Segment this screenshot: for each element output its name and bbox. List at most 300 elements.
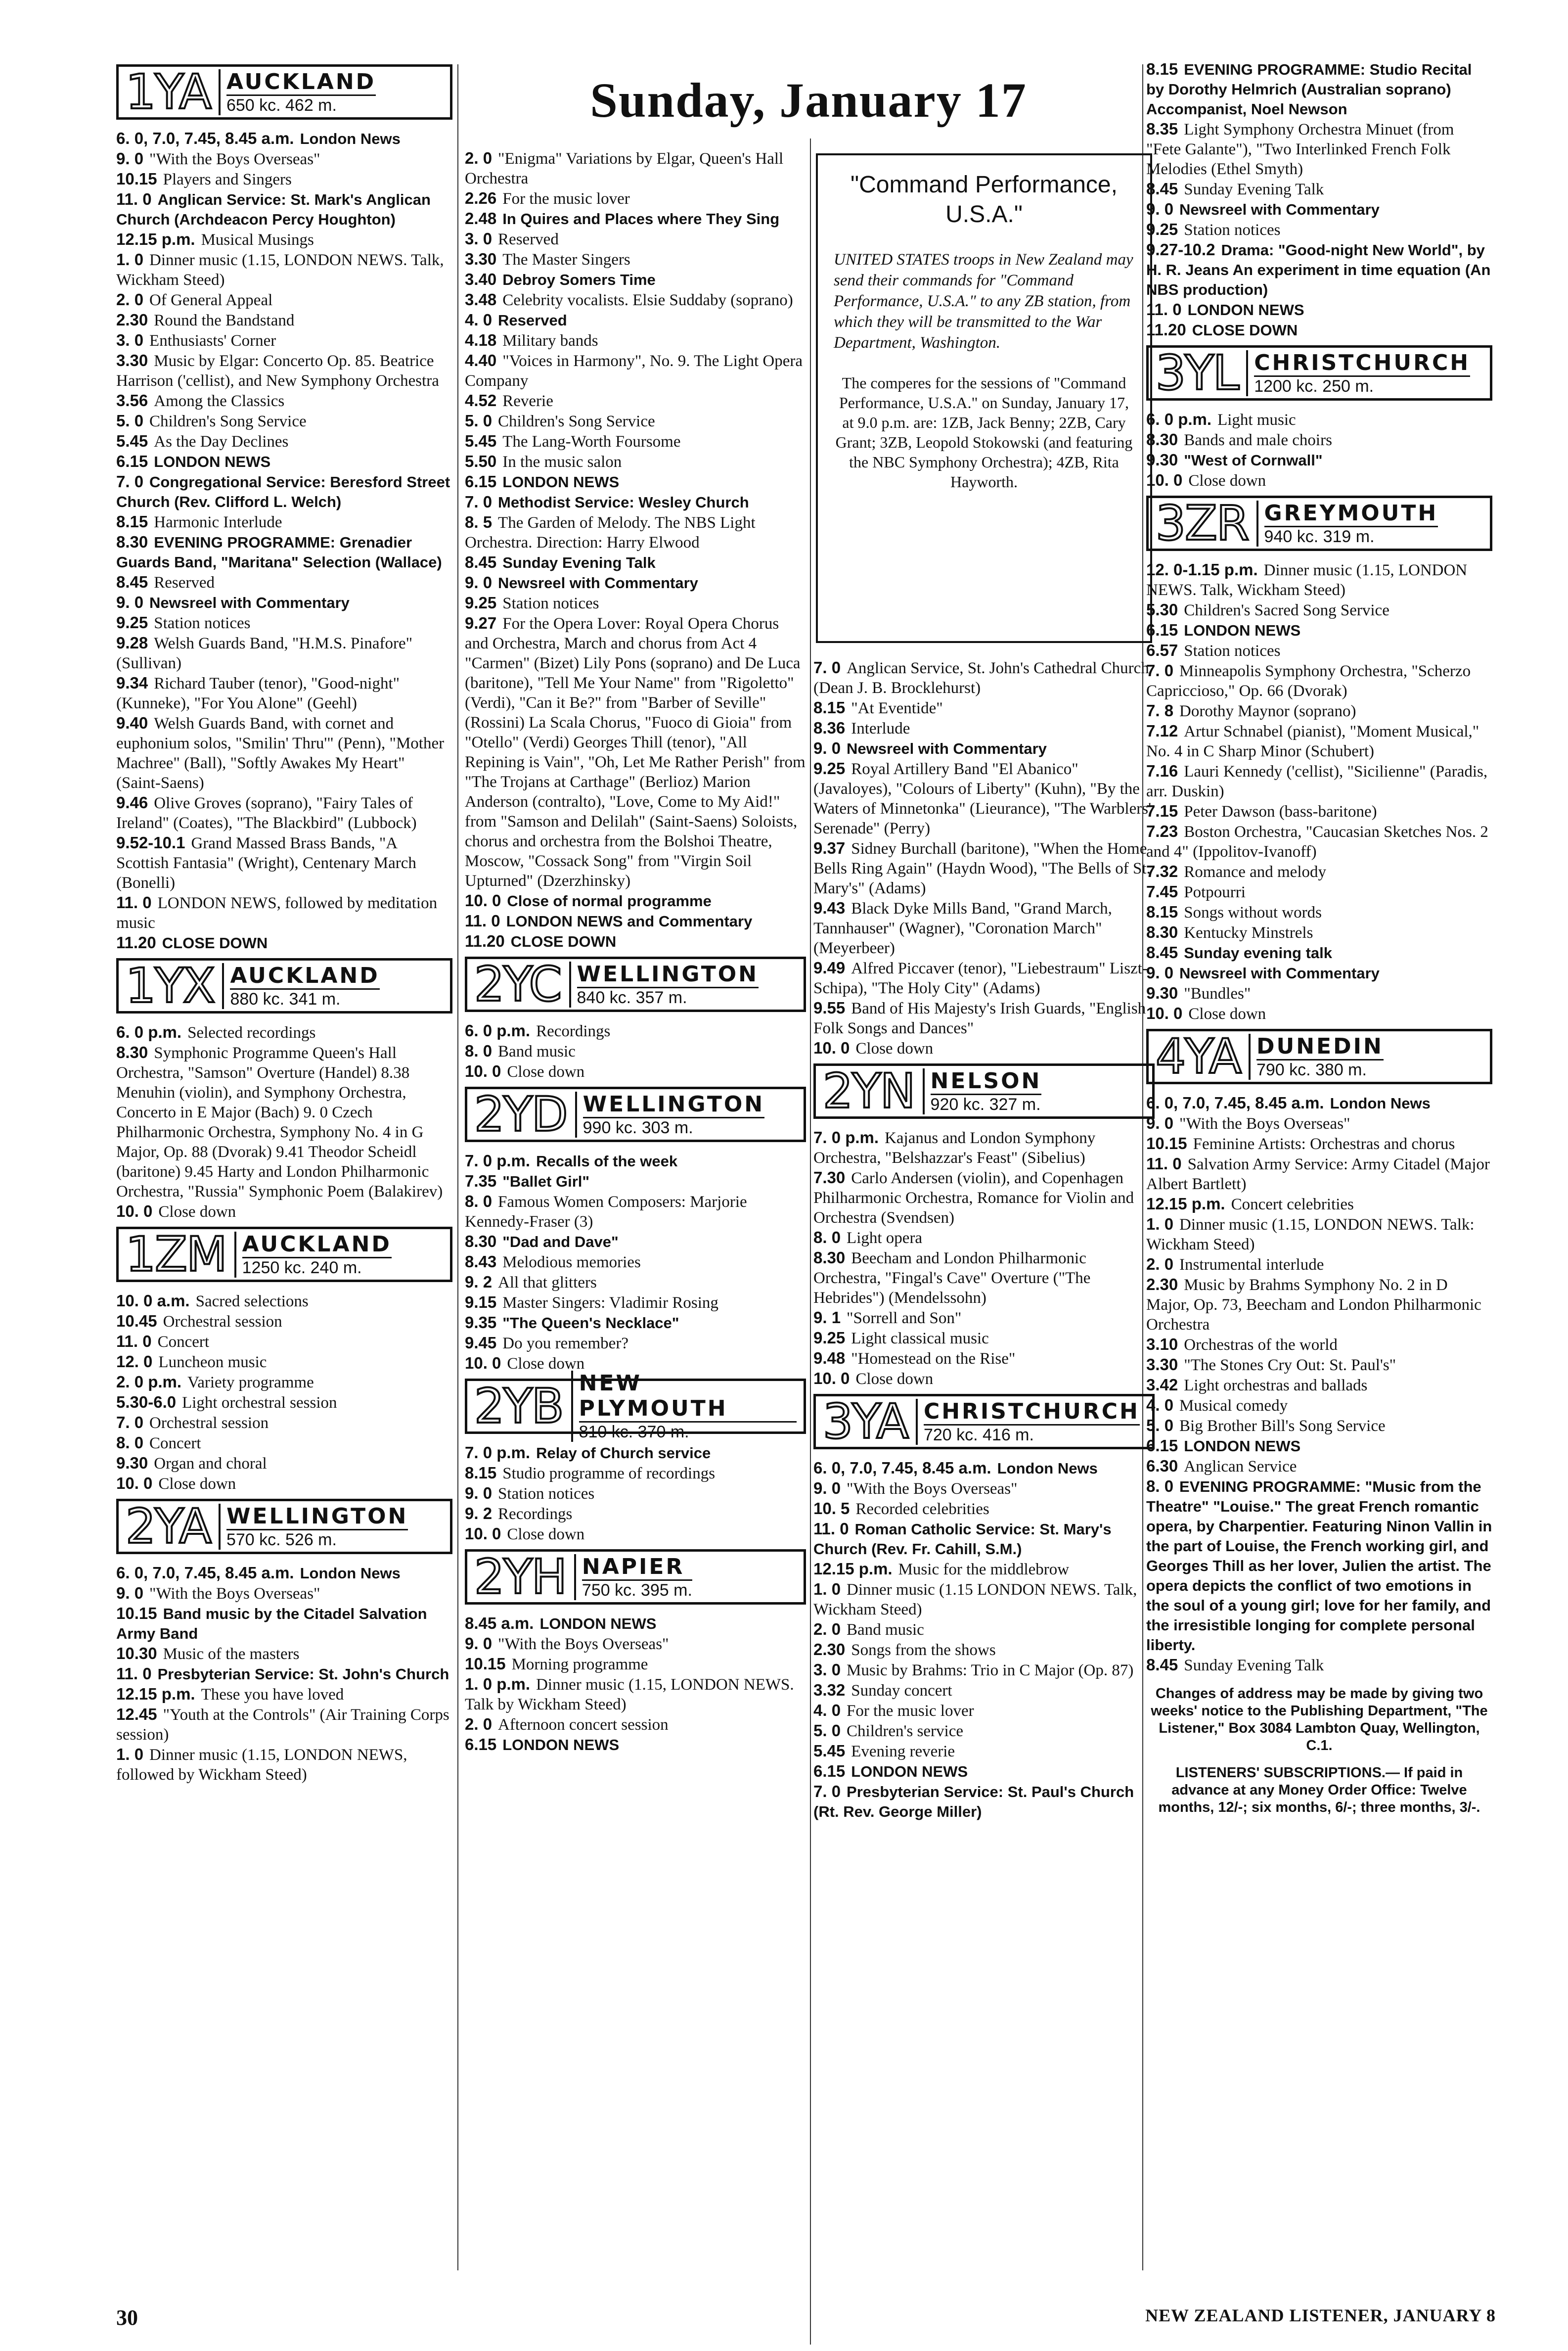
programme-time: 4. 0 — [813, 1701, 841, 1719]
programme-title: Black Dyke Mills Band, "Grand March, Tannhauser" (Wagner), "Coronation March" (Meyerbeer) — [813, 900, 1112, 957]
station-frequency: 810 kc. 370 m. — [579, 1423, 689, 1441]
programme-title: Songs from the shows — [851, 1641, 996, 1659]
programme-item — [1146, 943, 1492, 963]
programme-item — [116, 149, 452, 169]
programme-time: 7. 8 — [1146, 701, 1174, 720]
programme-time: 6.30 — [1146, 1457, 1178, 1475]
programme-time: 5.50 — [465, 452, 497, 470]
programme-time: 9.27 — [465, 614, 497, 632]
station-call-sign: 2YH — [474, 1549, 566, 1605]
station-frequency: 920 kc. 327 m. — [930, 1095, 1041, 1114]
programme-item — [465, 411, 806, 431]
programme-time: 11. 0 — [116, 1664, 152, 1683]
programme-time: 7. 0 — [465, 493, 493, 511]
programme-title: Children's service — [847, 1722, 964, 1740]
programme-title: Light opera — [847, 1229, 923, 1247]
programme-title: These you have loved — [201, 1686, 344, 1704]
programme-time: 2.30 — [116, 311, 148, 329]
programme-title: Sacred selections — [195, 1292, 309, 1310]
station-frequency: 570 kc. 526 m. — [226, 1530, 337, 1549]
programme-item — [465, 1443, 806, 1463]
programme-list — [1146, 1093, 1492, 1675]
station-call-sign: 2YC — [474, 957, 561, 1012]
station-header-3ya — [813, 1394, 1155, 1449]
programme-title: London News — [1330, 1095, 1431, 1112]
programme-time: 6.57 — [1146, 641, 1178, 659]
programme-time: 10. 0 — [1146, 471, 1183, 489]
programme-item — [1146, 761, 1492, 801]
programme-item — [465, 1654, 806, 1674]
programme-title: LONDON NEWS — [1187, 301, 1304, 319]
programme-time: 10.15 — [116, 170, 157, 188]
programme-item — [465, 931, 806, 952]
programme-time: 6.15 — [1146, 1436, 1178, 1455]
programme-item — [1146, 1093, 1492, 1113]
programme-time: 11. 0 — [465, 912, 500, 930]
programme-item — [813, 1168, 1155, 1228]
programme-title: London News — [997, 1460, 1098, 1477]
programme-item — [116, 512, 452, 532]
programme-time: 3.32 — [813, 1681, 846, 1699]
programme-time: 5.45 — [813, 1742, 846, 1760]
programme-item — [116, 189, 452, 230]
programme-item — [1146, 1194, 1492, 1214]
programme-title: Close down — [158, 1203, 236, 1221]
programme-item — [465, 512, 806, 553]
column-4 — [1146, 59, 1492, 1816]
programme-time: 3.30 — [116, 351, 148, 369]
station-frequency: 1250 kc. 240 m. — [242, 1258, 362, 1277]
programme-title: Children's Song Service — [498, 413, 655, 430]
programme-item — [813, 1559, 1155, 1579]
programme-time: 10.45 — [116, 1312, 157, 1330]
programme-item — [116, 1745, 452, 1785]
programme-time: 1. 0 — [1146, 1215, 1174, 1233]
programme-title: Debroy Somers Time — [502, 271, 656, 288]
programme-time: 7. 0 — [813, 658, 841, 677]
station-city-name: GREYMOUTH — [1264, 501, 1438, 527]
programme-title: Richard Tauber (tenor), "Good-night" (Kunneke), "For You Alone" (Geehl) — [116, 675, 400, 712]
programme-title: Feminine Artists: Orchestras and chorus — [1193, 1135, 1455, 1153]
programme-item — [1146, 179, 1492, 199]
programme-item — [465, 391, 806, 411]
programme-title: As the Day Declines — [154, 433, 289, 451]
programme-item — [813, 1348, 1155, 1369]
programme-title: Dinner music (1.15, LONDON NEWS. Talk: Wickham Steed) — [1146, 1216, 1475, 1253]
programme-title: LONDON NEWS — [851, 1763, 968, 1780]
programme-time: 5.30 — [1146, 600, 1178, 619]
programme-item — [465, 573, 806, 593]
station-header-2yc — [465, 957, 806, 1012]
programme-time: 9.52-10.1 — [116, 833, 185, 852]
programme-item — [116, 1583, 452, 1604]
station-city-name: WELLINGTON — [583, 1092, 764, 1118]
masthead: NEW ZEALAND LISTENER, JANUARY 8 — [1145, 2305, 1496, 2325]
programme-title: Dinner music (1.15, LONDON NEWS. Talk, Wickham Steed) — [116, 251, 444, 289]
programme-item — [813, 1741, 1155, 1761]
programme-title: Luncheon music — [158, 1353, 267, 1371]
programme-title: Royal Artillery Band "El Abanico" (Javaloyes), "Colours of Liberty" (Kuhn), "By the Waters of Minnetonka" (Lieurance), "The Warblers' Serenade" (Perry) — [813, 760, 1152, 837]
programme-title: Station notices — [1184, 642, 1281, 660]
programme-title: LONDON NEWS — [154, 453, 271, 470]
programme-time: 9.25 — [813, 1329, 846, 1347]
programme-list — [813, 658, 1155, 1059]
programme-title: LONDON NEWS — [502, 473, 620, 491]
programme-time: 6. 0, 7.0, 7.45, 8.45 a.m. — [116, 129, 294, 147]
programme-time: 7.45 — [1146, 882, 1178, 901]
programme-title: Anglican Service, St. John's Cathedral Church (Dean J. B. Brocklehurst) — [813, 659, 1149, 697]
programme-item — [1146, 450, 1492, 470]
programme-time: 6. 0, 7.0, 7.45, 8.45 a.m. — [813, 1459, 991, 1477]
programme-time: 2. 0 — [813, 1620, 841, 1638]
programme-item — [465, 1483, 806, 1504]
programme-time: 10. 5 — [813, 1499, 850, 1518]
programme-title: Alfred Piccaver (tenor), "Liebestraum" Liszt-Schipa), "The Holy City" (Adams) — [813, 960, 1148, 997]
programme-title: Orchestral session — [163, 1313, 282, 1331]
programme-title: Musical comedy — [1179, 1397, 1288, 1415]
programme-title: Variety programme — [187, 1374, 314, 1391]
station-city-name: AUCKLAND — [230, 963, 379, 990]
programme-title: Kentucky Minstrels — [1184, 924, 1313, 942]
programme-time: 12.15 p.m. — [813, 1560, 893, 1578]
programme-title: Symphonic Programme Queen's Hall Orchestra, "Samson" Overture (Handel) 8.38 Menuhin (violin), and Symphony Orchestra, Concerto in E Major (Bach) 9. 0 Czech Philharmonic Orchestra, Symphony No. 4 in G Major, Op. 88 (Dvorak) 9.41 Theodor Scheidl (baritone) 9.45 Harty and London Philharmonic Orchestra, "Russia" Symphonic Poem (Balakirev) — [116, 1044, 443, 1200]
programme-item — [116, 893, 452, 933]
programme-item — [465, 1292, 806, 1313]
programme-title: Harmonic Interlude — [154, 513, 282, 531]
programme-item — [1146, 1436, 1492, 1456]
programme-time: 9.28 — [116, 634, 148, 652]
programme-time: 2.30 — [1146, 1275, 1178, 1293]
programme-item — [465, 1613, 806, 1634]
programme-time: 4. 0 — [1146, 1396, 1174, 1414]
headline: Sunday, January 17 — [590, 73, 1027, 128]
programme-title: Studio programme of recordings — [502, 1465, 716, 1482]
programme-title: Newsreel with Commentary — [1179, 201, 1380, 218]
programme-item — [813, 718, 1155, 738]
station-city — [569, 962, 759, 1008]
programme-item — [465, 148, 806, 188]
programme-item — [813, 1369, 1155, 1389]
programme-list — [116, 1563, 452, 1785]
programme-time: 9.30 — [1146, 984, 1178, 1002]
programme-item — [465, 1272, 806, 1292]
programme-time: 11.20 — [1146, 321, 1186, 339]
programme-time: 3.30 — [465, 250, 497, 268]
programme-item — [1146, 641, 1492, 661]
programme-item — [1146, 963, 1492, 983]
programme-title: Salvation Army Service: Army Citadel (Major Albert Bartlett) — [1146, 1155, 1490, 1193]
programme-time: 9. 0 — [465, 573, 493, 592]
programme-item — [465, 229, 806, 249]
column-rule — [457, 64, 458, 2270]
station-header-2yb — [465, 1371, 806, 1441]
programme-time: 8.30 — [813, 1248, 846, 1267]
programme-title: Close down — [507, 1063, 585, 1081]
programme-time: 8.35 — [1146, 120, 1178, 138]
programme-list — [1146, 560, 1492, 1024]
station-frequency: 880 kc. 341 m. — [230, 989, 341, 1009]
programme-item — [116, 593, 452, 613]
programme-time: 5.45 — [116, 432, 148, 450]
programme-time: 7.32 — [1146, 862, 1178, 880]
programme-title: Close down — [507, 1355, 585, 1373]
programme-title: CLOSE DOWN — [162, 934, 268, 952]
programme-time: 9.45 — [465, 1334, 497, 1352]
programme-list — [465, 1613, 806, 1755]
station-frequency: 1200 kc. 250 m. — [1254, 376, 1374, 396]
programme-title: Players and Singers — [163, 171, 292, 188]
programme-item — [116, 1413, 452, 1433]
programme-time: 10. 0 — [465, 1524, 501, 1543]
programme-list — [116, 129, 452, 953]
station-call-sign: 2YB — [474, 1379, 563, 1434]
programme-title: "The Stones Cry Out: St. Paul's" — [1184, 1356, 1396, 1374]
programme-list — [116, 1291, 452, 1494]
station-frequency: 790 kc. 380 m. — [1256, 1060, 1367, 1079]
programme-title: Sidney Burchall (baritone), "When the Home Bells Ring Again" (Haydn Wood), "The Bells of St. Mary's" (Adams) — [813, 840, 1151, 897]
programme-list — [116, 1022, 452, 1222]
station-header-3yl — [1146, 345, 1492, 401]
programme-title: Beecham and London Philharmonic Orchestra, "Fingal's Cave" Overture ("The Hebrides") (Mendelssohn) — [813, 1249, 1091, 1307]
column-rule — [810, 138, 811, 2345]
programme-item — [1146, 701, 1492, 721]
programme-time: 6. 0 p.m. — [116, 1023, 182, 1041]
programme-title: Organ and choral — [154, 1455, 267, 1473]
programme-title: Potpourri — [1184, 883, 1246, 901]
programme-item — [465, 209, 806, 229]
programme-item — [465, 1252, 806, 1272]
programme-title: CLOSE DOWN — [1192, 322, 1298, 339]
programme-title: "Ballet Girl" — [502, 1173, 590, 1190]
programme-title: Reserved — [498, 312, 567, 329]
programme-title: "Enigma" Variations by Elgar, Queen's Hall Orchestra — [465, 150, 784, 187]
programme-item — [1146, 902, 1492, 922]
programme-item — [1146, 882, 1492, 902]
station-header-2yn — [813, 1063, 1155, 1119]
station-call-sign: 2YN — [823, 1063, 915, 1119]
station-header-1zm — [116, 1227, 452, 1282]
programme-item — [465, 249, 806, 270]
programme-time: 8.30 — [1146, 923, 1178, 941]
station-header-1ya — [116, 64, 452, 120]
programme-item — [465, 911, 806, 931]
programme-item — [116, 452, 452, 472]
programme-title: Artur Schnabel (pianist), "Moment Musical," No. 4 in C Sharp Minor (Schubert) — [1146, 723, 1479, 760]
programme-title: "Bundles" — [1184, 985, 1251, 1003]
station-header-2yd — [465, 1087, 806, 1142]
programme-item — [465, 1171, 806, 1192]
programme-title: Boston Orchestra, "Caucasian Sketches Nos. 2 and 4" (Ippolitov-Ivanoff) — [1146, 823, 1488, 861]
programme-time: 6.15 — [465, 1735, 497, 1753]
programme-time: 8.15 — [813, 698, 846, 717]
programme-item — [465, 188, 806, 209]
programme-item — [465, 1021, 806, 1041]
programme-time: 10. 0 — [116, 1474, 153, 1492]
programme-title: Concert — [149, 1434, 201, 1452]
programme-item — [813, 1660, 1155, 1680]
programme-item — [813, 1721, 1155, 1741]
station-city — [1249, 1034, 1384, 1080]
programme-title: Dinner music (1.15 LONDON NEWS. Talk, Wickham Steed) — [813, 1581, 1137, 1618]
station-city — [916, 1399, 1140, 1445]
programme-title: Evening reverie — [851, 1743, 955, 1760]
programme-item — [1146, 470, 1492, 491]
publisher-notice: LISTENERS' SUBSCRIPTIONS.— If paid in advance at any Money Order Office: Twelve months, 12/-; six months, 6/-; three months, 3/-. — [1158, 1765, 1480, 1815]
programme-item — [1146, 560, 1492, 600]
programme-item — [1146, 1254, 1492, 1275]
programme-title: Carlo Andersen (violin), and Copenhagen Philharmonic Orchestra, Romance for Violin and Orchestra (Svendsen) — [813, 1169, 1134, 1227]
programme-time: 6. 0 p.m. — [1146, 410, 1212, 428]
programme-item — [465, 472, 806, 492]
programme-item — [813, 1619, 1155, 1640]
programme-time: 7.30 — [813, 1168, 846, 1187]
programme-title: "Youth at the Controls" (Air Training Corps session) — [116, 1706, 449, 1744]
programme-title: Kajanus and London Symphony Orchestra, "Belshazzar's Feast" (Sibelius) — [813, 1129, 1096, 1167]
programme-title: Olive Groves (soprano), "Fairy Tales of Ireland" (Coates), "The Blackbird" (Lubbock) — [116, 794, 417, 832]
programme-item — [116, 1392, 452, 1413]
programme-time: 8.45 — [116, 573, 148, 591]
programme-title: "Sorrell and Son" — [847, 1309, 962, 1327]
programme-time: 5. 0 — [465, 412, 493, 430]
programme-item — [116, 793, 452, 833]
programme-title: Songs without words — [1184, 904, 1322, 922]
programme-item — [1146, 119, 1492, 179]
programme-item — [1146, 620, 1492, 641]
programme-item — [1146, 1154, 1492, 1194]
station-city-name: NELSON — [931, 1068, 1042, 1095]
programme-item — [465, 593, 806, 613]
programme-title: Music by Elgar: Concerto Op. 85. Beatrice Harrison ('cellist), and New Symphony Orchestra — [116, 352, 439, 390]
programme-title: Newsreel with Commentary — [498, 574, 698, 592]
programme-title: Concert — [157, 1333, 210, 1351]
programme-item — [116, 833, 452, 893]
programme-title: For the music lover — [502, 190, 630, 208]
programme-title: Sunday concert — [851, 1682, 952, 1700]
programme-item — [813, 1701, 1155, 1721]
programme-time: 9.34 — [116, 674, 148, 692]
programme-title: Music by Brahms Symphony No. 2 in D Major, Op. 73, Beecham and London Philharmonic Orchestra — [1146, 1276, 1481, 1334]
programme-title: "With the Boys Overseas" — [149, 1585, 320, 1603]
programme-time: 10.30 — [116, 1644, 157, 1662]
station-call-sign: 4YA — [1156, 1029, 1241, 1084]
programme-time: 9.35 — [465, 1313, 497, 1332]
programme-title: Close down — [855, 1040, 934, 1058]
programme-item — [116, 532, 452, 572]
column-3 — [813, 658, 1155, 1822]
programme-title: LONDON NEWS, followed by meditation music — [116, 894, 438, 932]
programme-list — [465, 1151, 806, 1374]
programme-item — [116, 1332, 452, 1352]
programme-item — [116, 411, 452, 431]
programme-item — [116, 713, 452, 793]
programme-time: 3. 0 — [465, 230, 493, 248]
programme-time: 8.45 — [1146, 180, 1178, 198]
programme-time: 8.30 — [1146, 430, 1178, 449]
programme-time: 10. 0 — [813, 1039, 850, 1057]
programme-time: 8. 0 — [465, 1192, 493, 1210]
programme-time: 4.40 — [465, 351, 497, 369]
programme-time: 10.15 — [116, 1604, 157, 1622]
programme-title: Presbyterian Service: St. John's Church — [157, 1665, 449, 1683]
programme-time: 2.30 — [813, 1640, 846, 1659]
page-number: 30 — [116, 2305, 138, 2330]
programme-title: Welsh Guards Band, with cornet and euphonium solos, "Smilin' Thru'" (Penn), "Mother Machree" (Ball), "Softly Awakes My Heart" (Saint-Saens) — [116, 715, 445, 792]
programme-item — [1146, 59, 1492, 119]
programme-title: Music by Brahms: Trio in C Major (Op. 87) — [847, 1661, 1134, 1679]
programme-time: 9. 2 — [465, 1504, 493, 1522]
programme-time: 9. 0 — [1146, 200, 1174, 218]
programme-item — [465, 1313, 806, 1333]
station-city-name: NAPIER — [582, 1554, 692, 1581]
programme-time: 11. 0 — [116, 1332, 152, 1350]
station-city — [234, 1232, 392, 1278]
programme-title: Sunday Evening Talk — [1184, 1657, 1324, 1674]
programme-time: 9. 0 — [1146, 1114, 1174, 1132]
programme-time: 9. 2 — [465, 1273, 493, 1291]
programme-time: 8.30 — [465, 1232, 497, 1250]
programme-title: Station notices — [154, 614, 251, 632]
programme-title: Presbyterian Service: St. Paul's Church (Rt. Rev. George Miller) — [813, 1783, 1134, 1820]
programme-time: 3.42 — [1146, 1376, 1178, 1394]
programme-time: 2. 0 — [465, 1715, 493, 1733]
programme-time: 10. 0 — [465, 891, 501, 910]
programme-time: 7. 0 — [116, 472, 144, 491]
programme-time: 6. 0, 7.0, 7.45, 8.45 a.m. — [1146, 1094, 1324, 1112]
programme-item — [116, 431, 452, 452]
station-frequency: 840 kc. 357 m. — [577, 988, 687, 1007]
programme-time: 9.49 — [813, 959, 846, 977]
programme-item — [1146, 983, 1492, 1004]
programme-title: Music of the masters — [163, 1645, 300, 1663]
programme-time: 7.23 — [1146, 822, 1178, 840]
programme-title: Orchestral session — [149, 1414, 269, 1432]
programme-list — [813, 1128, 1155, 1389]
programme-title: In the music salon — [502, 453, 622, 471]
programme-time: 8.45 — [465, 553, 497, 571]
programme-title: LONDON NEWS — [1184, 1437, 1301, 1455]
station-city — [1246, 350, 1470, 396]
promo-title: "Command Performance, U.S.A." — [851, 172, 1118, 228]
programme-title: Band music — [847, 1621, 924, 1639]
programme-time: 8.45 a.m. — [465, 1614, 534, 1632]
programme-title: Recordings — [536, 1022, 611, 1040]
programme-item — [1146, 1214, 1492, 1254]
programme-item — [465, 492, 806, 512]
programme-item — [465, 1504, 806, 1524]
programme-title: LONDON NEWS and Commentary — [506, 913, 753, 930]
programme-title: Dinner music (1.15, LONDON NEWS. Talk by Wickham Steed) — [465, 1676, 794, 1713]
programme-time: 8.15 — [465, 1464, 497, 1482]
programme-title: Relay of Church service — [536, 1444, 711, 1462]
programme-item — [465, 1674, 806, 1714]
programme-title: Newsreel with Commentary — [1179, 965, 1380, 982]
publisher-notice: Changes of address may be made by giving two weeks' notice to the Publishing Department, "The Listener," Box 3084 Lambton Quay, Wellington, C.1. — [1151, 1686, 1488, 1753]
programme-item — [465, 1333, 806, 1353]
programme-title: Welsh Guards Band, "H.M.S. Pinafore" (Sullivan) — [116, 635, 413, 672]
programme-item — [813, 1038, 1155, 1059]
programme-time: 3.10 — [1146, 1335, 1178, 1353]
programme-title: "Homestead on the Rise" — [851, 1350, 1016, 1368]
programme-time: 12. 0-1.15 p.m. — [1146, 560, 1258, 579]
programme-title: Orchestras of the world — [1184, 1336, 1338, 1354]
programme-title: All that glitters — [498, 1274, 597, 1291]
station-city-name: WELLINGTON — [577, 962, 759, 988]
programme-item — [813, 958, 1155, 998]
programme-time: 2.26 — [465, 189, 497, 207]
programme-item — [465, 553, 806, 573]
programme-title: Station notices — [1184, 221, 1281, 239]
programme-item — [116, 250, 452, 290]
